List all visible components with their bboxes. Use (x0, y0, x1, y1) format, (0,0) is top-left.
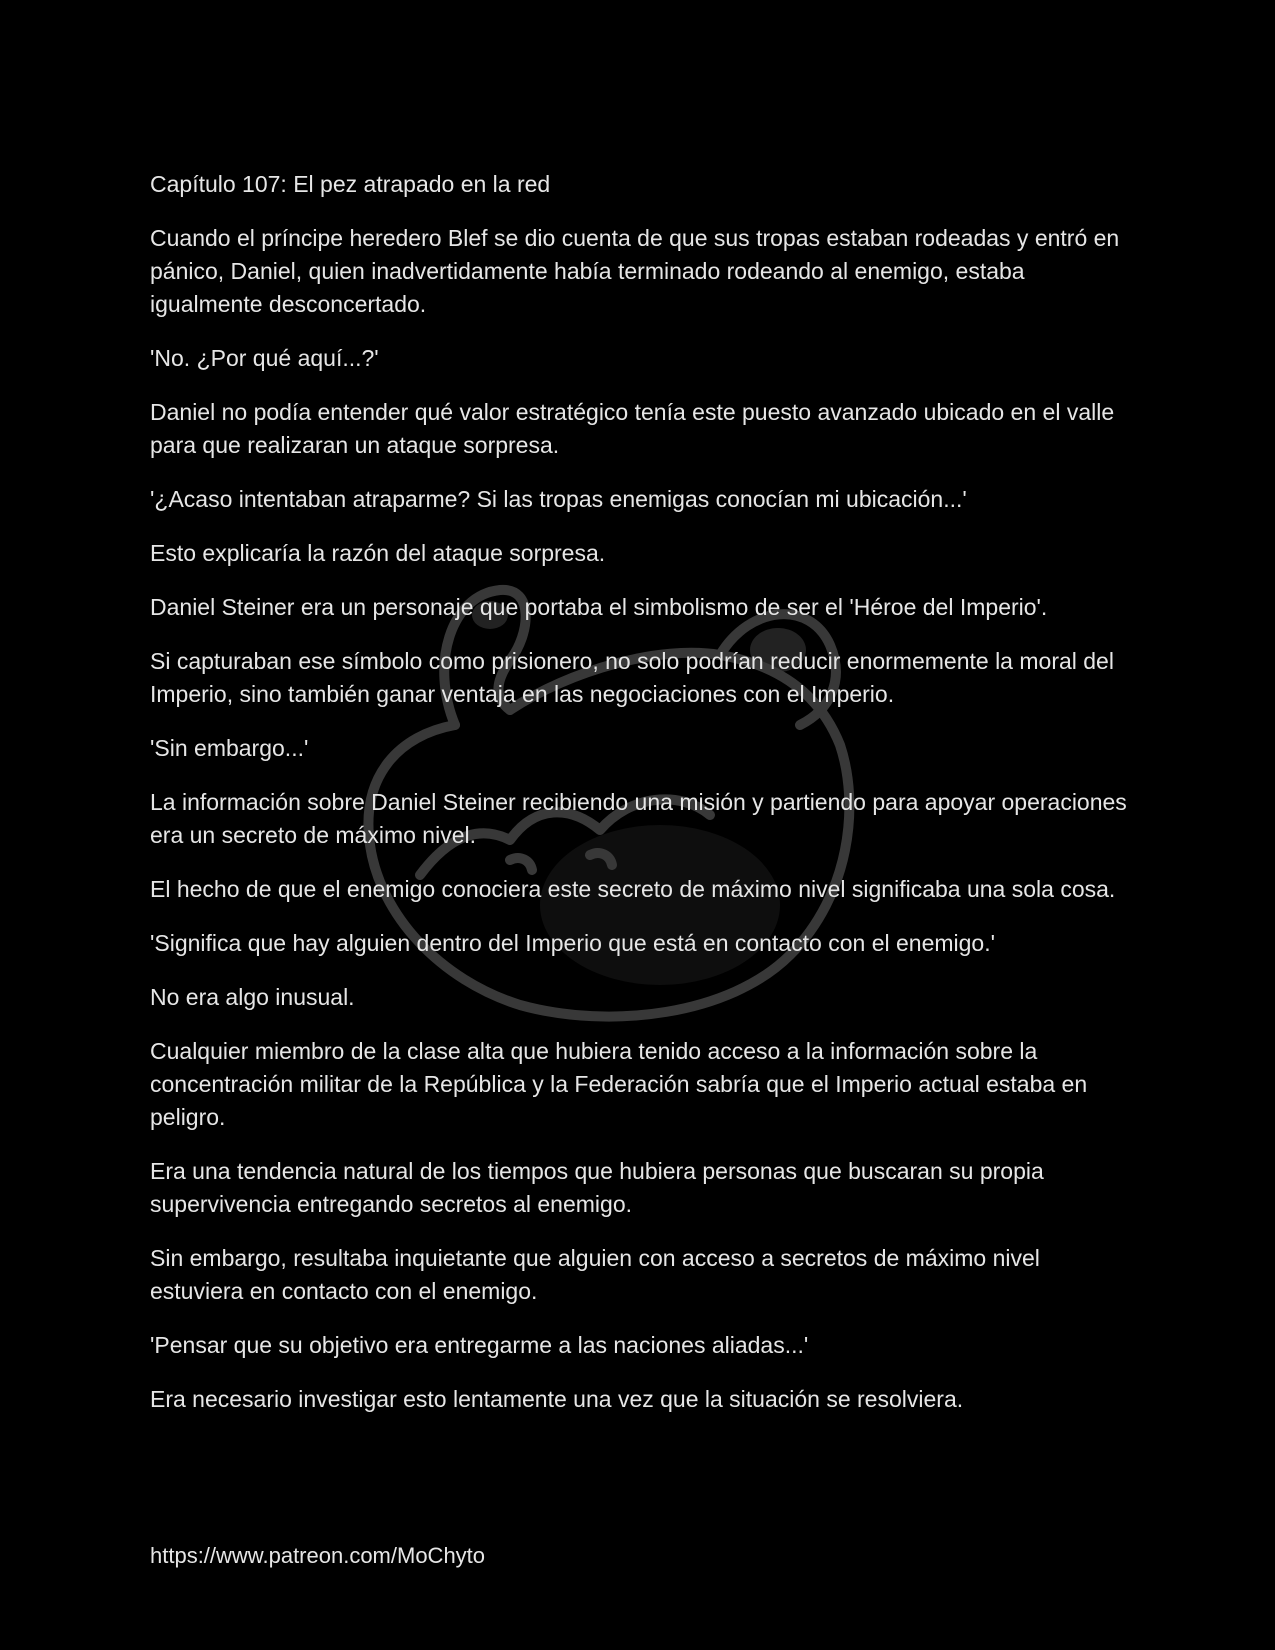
paragraph: Daniel Steiner era un personaje que portaba el simbolismo de ser el 'Héroe del Imperio'. (150, 594, 1048, 620)
paragraph: 'Pensar que su objetivo era entregarme a las naciones aliadas...' (150, 1332, 809, 1358)
paragraph: Si capturaban ese símbolo como prisionero, no solo podrían reducir enormemente la moral del Imperio, sino también ganar ventaja en las negociaciones con el Imperio. (150, 648, 1114, 707)
paragraph: 'No. ¿Por qué aquí...?' (150, 345, 379, 371)
paragraph: Sin embargo, resultaba inquietante que alguien con acceso a secretos de máximo nivel estuviera en contacto con el enemigo. (150, 1245, 1040, 1304)
paragraph: Cualquier miembro de la clase alta que hubiera tenido acceso a la información sobre la concentración militar de la República y la Federación sabría que el Imperio actual estaba en peligro. (150, 1038, 1088, 1130)
paragraph: No era algo inusual. (150, 984, 355, 1010)
chapter-title: Capítulo 107: El pez atrapado en la red (150, 171, 551, 197)
paragraph: Cuando el príncipe heredero Blef se dio cuenta de que sus tropas estaban rodeadas y entró en pánico, Daniel, quien inadvertidamente había terminado rodeando al enemigo, estaba igualmente desconcertado. (150, 225, 1120, 317)
paragraph: 'Sin embargo...' (150, 735, 309, 761)
paragraph: 'Significa que hay alguien dentro del Imperio que está en contacto con el enemigo.' (150, 930, 996, 956)
paragraph: Daniel no podía entender qué valor estratégico tenía este puesto avanzado ubicado en el valle para que realizaran un ataque sorpresa. (150, 399, 1115, 458)
patreon-link[interactable]: https://www.patreon.com/MoChyto (150, 1543, 486, 1568)
paragraph: Era necesario investigar esto lentamente una vez que la situación se resolviera. (150, 1386, 964, 1412)
document-page (150, 168, 1135, 1437)
paragraph: La información sobre Daniel Steiner recibiendo una misión y partiendo para apoyar operaciones era un secreto de máximo nivel. (150, 789, 1127, 848)
paragraph: Era una tendencia natural de los tiempos que hubiera personas que buscaran su propia supervivencia entregando secretos al enemigo. (150, 1158, 1044, 1217)
paragraph: Esto explicaría la razón del ataque sorpresa. (150, 540, 606, 566)
paragraph: '¿Acaso intentaban atraparme? Si las tropas enemigas conocían mi ubicación...' (150, 486, 967, 512)
paragraph: El hecho de que el enemigo conociera este secreto de máximo nivel significaba una sola cosa. (150, 876, 1116, 902)
